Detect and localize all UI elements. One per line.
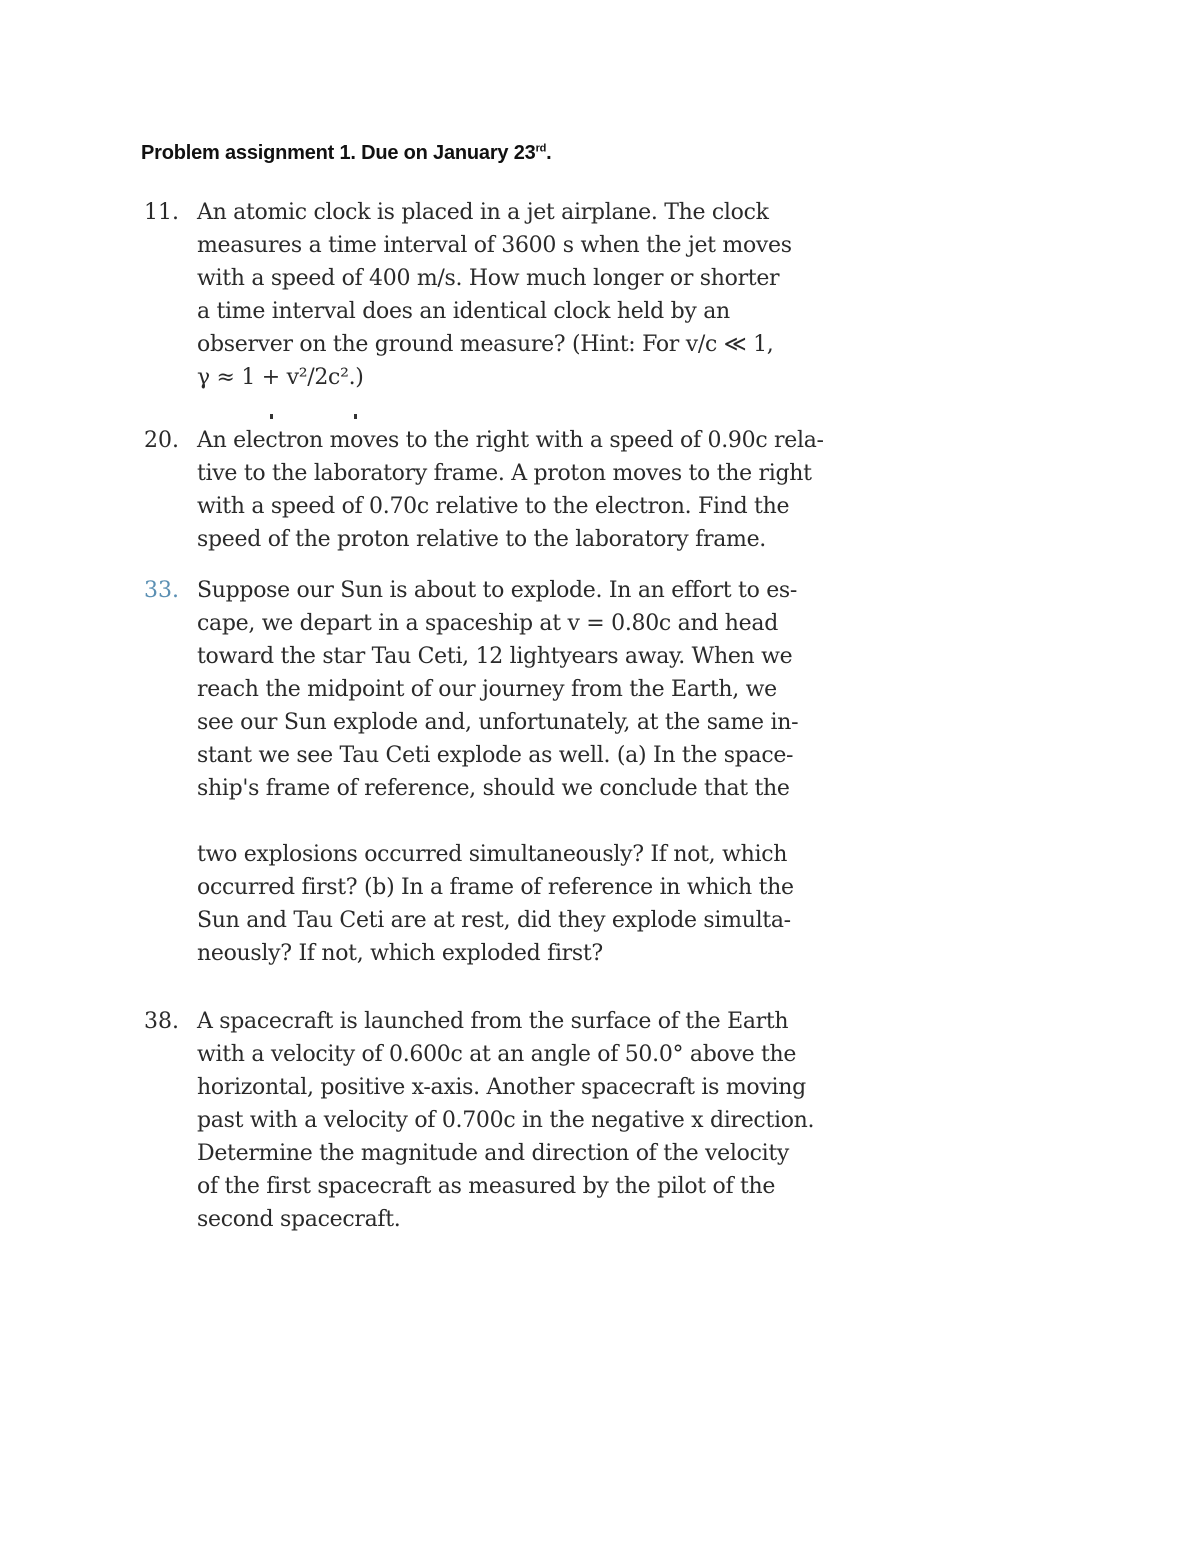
problem-11 <box>144 196 856 394</box>
problem-line: past with a velocity of 0.700c in the negative x direction. <box>197 1108 815 1133</box>
problem-line: see our Sun explode and, unfortunately, at the same in- <box>197 710 799 735</box>
problem-number: 11. <box>144 200 179 225</box>
problem-number: 20. <box>144 428 179 453</box>
problem-line: second spacecraft. <box>197 1207 401 1232</box>
page-title-period: . <box>546 142 552 164</box>
problem-line: of the first spacecraft as measured by the pilot of the <box>197 1174 776 1199</box>
problem-text <box>197 574 856 805</box>
problem-line: with a speed of 400 m/s. How much longer or shorter <box>197 266 780 291</box>
problem-line: Determine the magnitude and direction of the velocity <box>197 1141 789 1166</box>
problem-number: 33. <box>144 578 179 603</box>
problem-line: cape, we depart in a spaceship at v = 0.80c and head <box>197 611 778 636</box>
problem-line: measures a time interval of 3600 s when the jet moves <box>197 233 792 258</box>
problem-33 <box>144 574 856 805</box>
problem-number: 38. <box>144 1009 179 1034</box>
problem-line: reach the midpoint of our journey from the Earth, we <box>197 677 777 702</box>
problem-line: A spacecraft is launched from the surface of the Earth <box>197 1009 789 1034</box>
page-title-text: Problem assignment 1. Due on January 23 <box>141 142 536 164</box>
problem-line: neously? If not, which exploded first? <box>197 941 603 966</box>
problem-33-continuation <box>197 838 856 970</box>
problem-line: toward the star Tau Ceti, 12 lightyears away. When we <box>197 644 793 669</box>
problem-20 <box>144 424 856 556</box>
problem-line: two explosions occurred simultaneously? If not, which <box>197 842 788 867</box>
problem-line: observer on the ground measure? (Hint: For v/c ≪ 1, <box>197 332 774 357</box>
problem-line: Suppose our Sun is about to explode. In an effort to es- <box>197 578 798 603</box>
problem-line: speed of the proton relative to the laboratory frame. <box>197 527 766 552</box>
problem-line: with a velocity of 0.600c at an angle of 50.0° above the <box>197 1042 797 1067</box>
problem-line: stant we see Tau Ceti explode as well. (a) In the space- <box>197 743 794 768</box>
problem-line: Sun and Tau Ceti are at rest, did they explode simulta- <box>197 908 791 933</box>
page-title <box>141 142 552 165</box>
problem-38 <box>144 1005 856 1236</box>
problem-text <box>197 424 856 556</box>
problem-line: An electron moves to the right with a speed of 0.90c rela- <box>197 428 824 453</box>
problem-line: occurred first? (b) In a frame of reference in which the <box>197 875 794 900</box>
problem-line: ship's frame of reference, should we conclude that the <box>197 776 790 801</box>
problem-text <box>197 196 856 394</box>
scan-artifact-marks <box>262 414 382 422</box>
problem-line: tive to the laboratory frame. A proton moves to the right <box>197 461 812 486</box>
problem-text <box>197 1005 856 1236</box>
page-title-superscript: rd <box>535 142 547 155</box>
problem-line: An atomic clock is placed in a jet airplane. The clock <box>197 200 769 225</box>
problem-line: horizontal, positive x-axis. Another spacecraft is moving <box>197 1075 806 1100</box>
problem-line: with a speed of 0.70c relative to the electron. Find the <box>197 494 790 519</box>
scan-mark <box>270 414 273 419</box>
problem-line: γ ≈ 1 + v²/2c².) <box>197 365 364 390</box>
problem-line: a time interval does an identical clock held by an <box>197 299 730 324</box>
scan-mark <box>354 414 357 419</box>
